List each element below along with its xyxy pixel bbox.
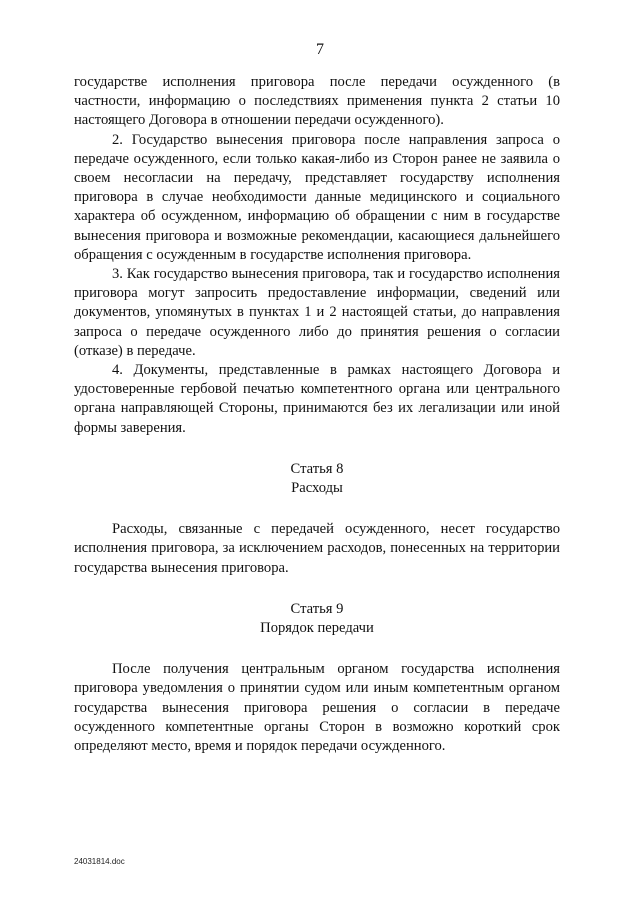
spacer bbox=[74, 578, 560, 600]
page-number: 7 bbox=[316, 41, 324, 58]
paragraph-clause-2: 2. Государство вынесения приговора после направления запроса о передаче осужденного, если только какая-либо из Сторон ранее не заявила о своем несогласии на передачу, представляет государству исполнения приговора в случае необходимости данные медицинского и социального характера об осужденном, информацию об обращении с ним в государстве вынесения приговора и возможные рекомендации, касающиеся дальнейшего обращения с осужденным в государстве исполнения приговора. bbox=[74, 131, 560, 263]
article-9-text: После получения центральным органом государства исполнения приговора уведомления о принятии судом или иным компетентным органом государства вынесения приговора решения о согласии в передаче осужденного компетентные органы Сторон в возможно короткий срок определяют место, время и порядок передачи осужденного. bbox=[74, 661, 560, 755]
article-8-text: Расходы, связанные с передачей осужденного, несет государство исполнения приговора, за исключением расходов, понесенных на территории государства вынесения приговора. bbox=[74, 521, 560, 576]
article-9-number: Статья 9 bbox=[290, 600, 344, 617]
spacer bbox=[74, 498, 560, 520]
spacer bbox=[74, 638, 560, 660]
article-9-title: Порядок передачи bbox=[260, 620, 374, 637]
footer-filename: 24031814.doc bbox=[74, 857, 125, 866]
document-body bbox=[74, 73, 560, 756]
paragraph-clause-4: 4. Документы, представленные в рамках настоящего Договора и удостоверенные гербовой печатью компетентного органа или центрального органа направляющей Стороны, принимаются без их легализации или иной формы заверения. bbox=[74, 362, 560, 436]
article-8-title: Расходы bbox=[291, 480, 343, 497]
article-8-number: Статья 8 bbox=[290, 460, 344, 477]
paragraph-clause-3: 3. Как государство вынесения приговора, так и государство исполнения приговора могут запросить предоставление информации, сведений или документов, упомянутых в пунктах 1 и 2 настоящей статьи, до направления запроса о передаче осужденного либо до принятия решения о согласии (отказе) в передаче. bbox=[74, 266, 560, 359]
paragraph-continuation: государстве исполнения приговора после передачи осужденного (в частности, информацию о последствиях применения пункта 2 статьи 10 настоящего Договора в отношении передачи осужденного). bbox=[74, 74, 560, 129]
spacer bbox=[74, 438, 560, 460]
